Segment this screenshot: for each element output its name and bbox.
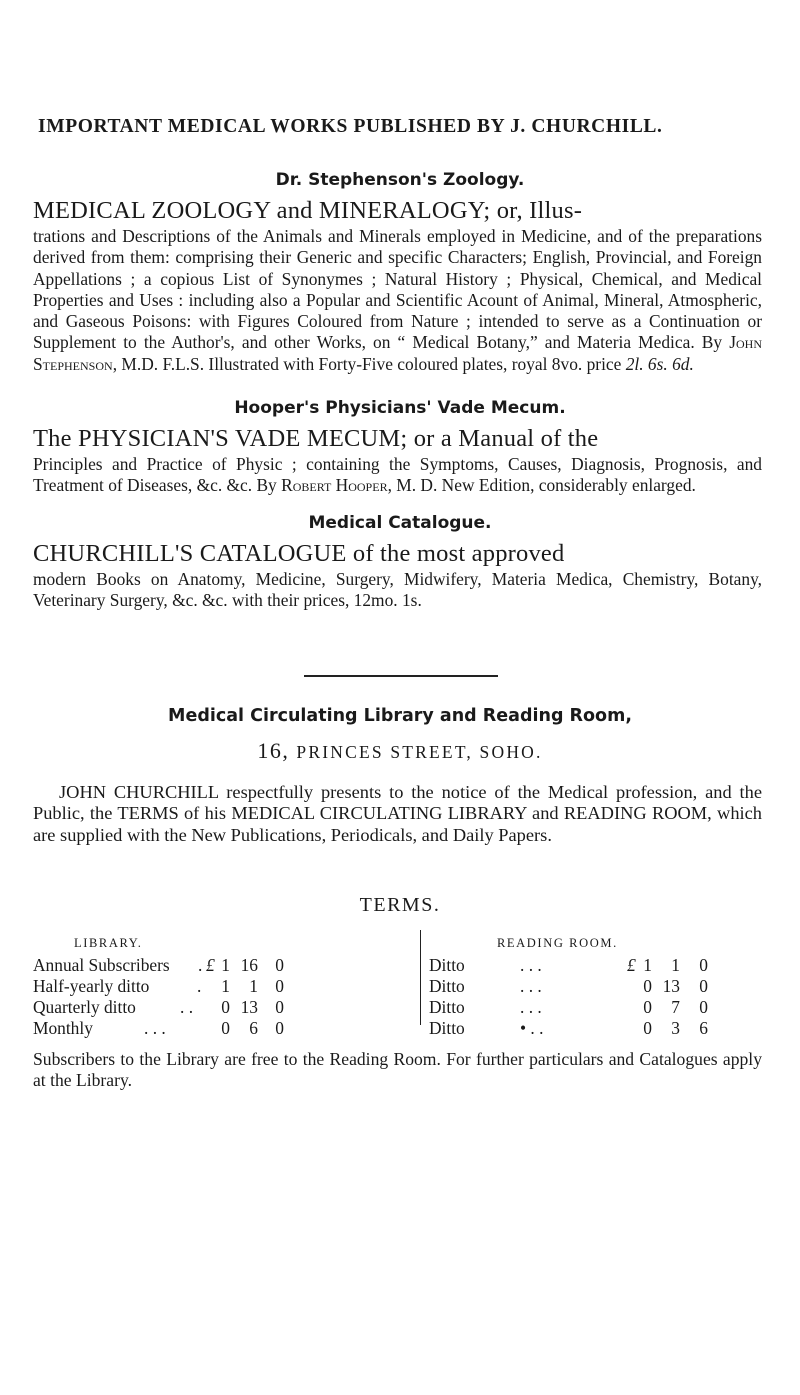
reading-room-shillings: 13 — [662, 976, 680, 996]
entry-title: CHURCHILL'S CATALOGUE of the most approved — [33, 540, 565, 567]
entry-catalogue — [33, 539, 762, 612]
subscription-label: Annual Subscribers — [33, 955, 170, 975]
leader-dots: . — [197, 976, 202, 996]
entry-title: MEDICAL ZOOLOGY and MINERALOGY; or, Illus- — [33, 197, 583, 224]
library-shillings: 16 — [240, 955, 258, 975]
reading-room-label: Ditto — [429, 976, 465, 996]
reading-room-pounds: 0 — [643, 976, 652, 996]
leader-dots: • . . — [520, 1018, 544, 1038]
reading-room-pounds: 0 — [643, 1018, 652, 1038]
leader-dots: . — [198, 955, 203, 975]
address-number: 16, — [257, 738, 290, 763]
pound-sign: £ — [627, 955, 636, 975]
library-pence: 0 — [275, 1018, 284, 1038]
leader-dots: . . . — [520, 976, 542, 996]
reading-room-pounds: 0 — [643, 997, 652, 1017]
entry-author: Robert Hooper — [281, 475, 388, 496]
leader-dots: . . . — [144, 1018, 166, 1038]
library-pounds: 0 — [221, 1018, 230, 1038]
terms-row — [0, 997, 800, 1019]
library-address — [0, 738, 800, 764]
subscription-label: Quarterly ditto — [33, 997, 136, 1017]
library-column-heading: LIBRARY. — [74, 936, 143, 950]
leader-dots: . . — [180, 997, 194, 1017]
reading-room-shillings: 1 — [671, 955, 680, 975]
pound-sign: £ — [206, 955, 215, 975]
library-shillings: 1 — [249, 976, 258, 996]
terms-row — [0, 955, 800, 977]
entry-description — [33, 226, 762, 375]
entry-description — [33, 569, 762, 612]
leader-dots: . . . — [520, 997, 542, 1017]
reading-room-pence: 0 — [699, 976, 708, 996]
entry-body: trations and Descriptions of the Animals and Minerals employed in Medicine, and of the preparations derived from them: comprising their Generic and specific Characters; English, Provincial, and Foreign Appellations ; a copious List of Synonymes ; Natural History ; Physical, Chemical, and Medical Properties and Uses : including also a Popular and Scientific Acount of Animal, Mineral, Atmospheric, and Gaseous Poisons: with Figures Coloured from Nature ; intended to serve as a Continuation or Supplement to the Author's, and other Works, on “ Medical Botany,” and Materia Medica. By — [33, 226, 762, 353]
library-pounds: 0 — [221, 997, 230, 1017]
entry-description — [33, 454, 762, 497]
entry-title: The PHYSICIAN'S VADE MECUM; or a Manual of the — [33, 425, 599, 452]
section-divider — [304, 675, 498, 677]
entry-vade-mecum — [33, 424, 762, 497]
terms-title: TERMS. — [359, 894, 441, 916]
library-pounds: 1 — [221, 955, 230, 975]
entry-body: modern Books on Anatomy, Medicine, Surgery, Midwifery, Materia Medica, Chemistry, Botany, Veterinary Surgery, &c. &c. with their prices, 12mo. — [33, 569, 762, 611]
library-heading: Medical Circulating Library and Reading Room, — [168, 706, 632, 726]
entry-tail: , M.D. F.L.S. Illustrated with Forty-Five coloured plates, royal 8vo. price — [112, 353, 622, 374]
library-shillings: 6 — [249, 1018, 258, 1038]
reading-room-label: Ditto — [429, 1018, 465, 1038]
entry-tail: , M. D. New Edition, considerably enlarged. — [387, 475, 696, 496]
entry-price: 2l. 6s. 6d. — [625, 353, 694, 374]
subscription-label: Monthly — [33, 1018, 93, 1038]
address-street: PRINCES STREET, SOHO. — [296, 742, 543, 762]
reading-room-pence: 0 — [699, 997, 708, 1017]
leader-dots: . . . — [520, 955, 542, 975]
reading-room-pounds: 1 — [643, 955, 652, 975]
terms-row — [0, 976, 800, 998]
terms-row — [0, 1018, 800, 1040]
reading-room-pence: 6 — [699, 1018, 708, 1038]
reading-room-shillings: 7 — [671, 997, 680, 1017]
entry-medical-zoology — [33, 196, 762, 375]
running-head: IMPORTANT MEDICAL WORKS PUBLISHED BY J. CHURCHILL. — [38, 116, 663, 137]
entry-price: 1s. — [401, 590, 422, 611]
reading-room-label: Ditto — [429, 997, 465, 1017]
section-heading-zoology: Dr. Stephenson's Zoology. — [275, 170, 525, 190]
reading-room-label: Ditto — [429, 955, 465, 975]
subscription-label: Half-yearly ditto — [33, 976, 150, 996]
reading-room-column-heading: READING ROOM. — [497, 936, 618, 950]
library-pence: 0 — [275, 955, 284, 975]
reading-room-shillings: 3 — [671, 1018, 680, 1038]
library-pence: 0 — [275, 976, 284, 996]
library-footer: Subscribers to the Library are free to the Reading Room. For further particulars and Catalogues apply at the Library. — [33, 1049, 762, 1091]
entry-body: Principles and Practice of Physic ; containing the Symptoms, Causes, Diagnosis, Prognosis, and Treatment of Diseases, &c. &c. By — [33, 454, 762, 496]
section-heading-catalogue: Medical Catalogue. — [308, 513, 492, 533]
library-notice: JOHN CHURCHILL respectfully presents to the notice of the Medical profession, and the Public, the TERMS of his MEDICAL CIRCULATING LIBRARY and READING ROOM, which are supplied with the New Publications, Periodicals, and Daily Papers. — [33, 782, 762, 845]
library-shillings: 13 — [240, 997, 258, 1017]
section-heading-vade-mecum: Hooper's Physicians' Vade Mecum. — [234, 398, 566, 418]
reading-room-pence: 0 — [699, 955, 708, 975]
library-pounds: 1 — [221, 976, 230, 996]
library-pence: 0 — [275, 997, 284, 1017]
entry-author: John Stephenson — [33, 332, 762, 374]
